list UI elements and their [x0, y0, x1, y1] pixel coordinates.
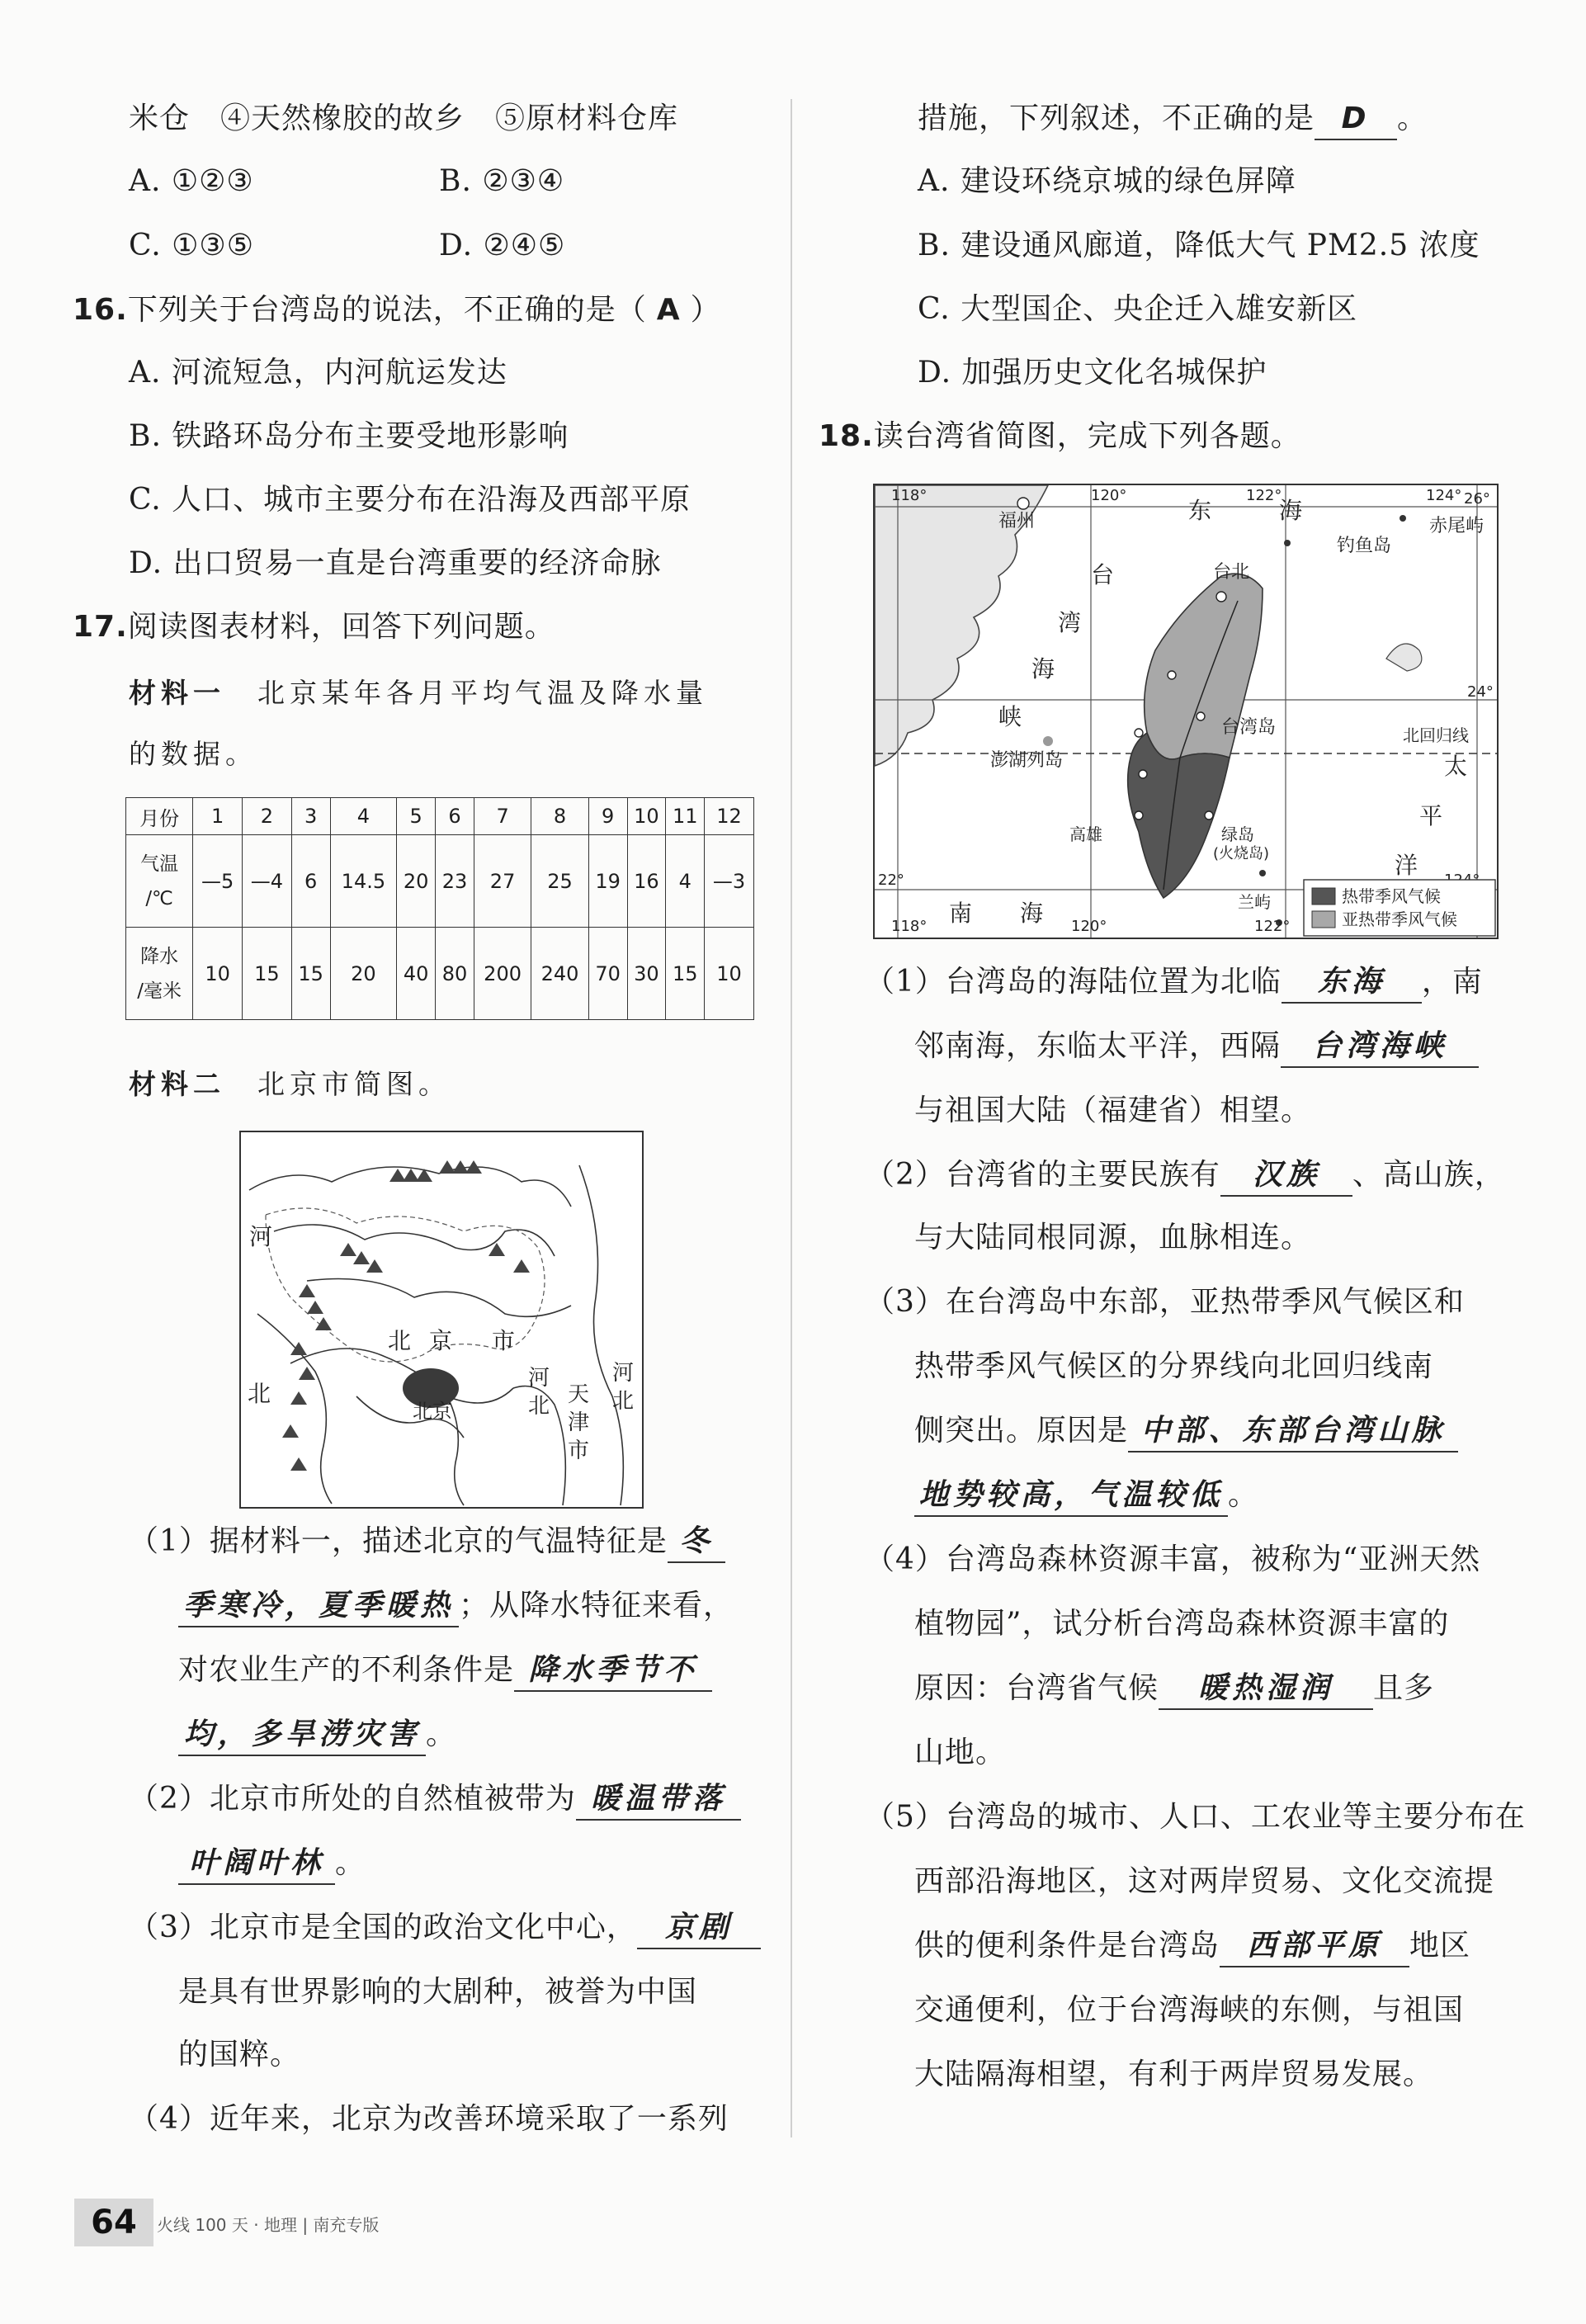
q17-part3-line2: 是具有世界影响的大剧种，被誉为中国 [178, 1975, 698, 2009]
svg-text:河: 河 [612, 1361, 635, 1386]
svg-text:台湾岛: 台湾岛 [1221, 717, 1277, 738]
svg-text:24°: 24° [1467, 683, 1494, 701]
q18-part5-line3: 供的便利条件是台湾岛 西部平原 地区 [914, 1926, 1470, 1967]
svg-text:太: 太 [1444, 753, 1468, 780]
svg-text:118°: 118° [891, 487, 928, 504]
table-row-precipitation: 降水 /毫米 10 15 15 20 40 80 200 240 70 30 15 10 [126, 928, 754, 1020]
q17-part3-line1: （3）北京市是全国的政治文化中心， 京剧 [129, 1908, 761, 1949]
q17-stem: 17.阅读图表材料，回答下列问题。 [73, 610, 555, 644]
mountain-symbols [282, 1160, 530, 1471]
map-legend [1304, 880, 1495, 936]
svg-text:河: 河 [528, 1366, 550, 1391]
svg-text:赤尾屿: 赤尾屿 [1429, 516, 1485, 536]
q18-part1-line3: 与祖国大陆（福建省）相望。 [914, 1094, 1312, 1127]
q16-stem: 16.下列关于台湾岛的说法，不正确的是（ A ） [73, 293, 721, 327]
q18-part4-line3: 原因：台湾省气候 暖热湿润 且多 [914, 1669, 1434, 1710]
beijing-map [239, 1131, 644, 1509]
q17-part4-option-a: A. 建设环绕京城的绿色屏障 [918, 164, 1296, 198]
taiwan-map [873, 484, 1499, 939]
svg-text:120°: 120° [1091, 487, 1127, 504]
svg-text:天: 天 [568, 1382, 590, 1407]
q18-part4-line1: （4）台湾岛森林资源丰富，被称为“亚洲天然 [865, 1542, 1481, 1576]
svg-text:绿岛: 绿岛 [1221, 824, 1254, 844]
svg-text:台北: 台北 [1213, 562, 1250, 583]
material-two: 材料二 北京市简图。 [129, 1068, 451, 1100]
svg-text:北: 北 [612, 1389, 635, 1414]
q18-part3-line1: （3）在台湾岛中东部，亚热带季风气候区和 [865, 1285, 1465, 1319]
svg-text:兰屿: 兰屿 [1238, 892, 1271, 912]
q18-part3-line2: 热带季风气候区的分界线向北回归线南 [914, 1349, 1434, 1383]
q17-part4-option-b: B. 建设通风廊道，降低大气 PM2.5 浓度 [918, 229, 1480, 262]
svg-text:海: 海 [1279, 497, 1303, 524]
svg-text:峡: 峡 [998, 703, 1022, 730]
climate-table [125, 797, 754, 1020]
q18-part1-line2: 邻南海，东临太平洋，西隔 台湾海峡 [914, 1027, 1479, 1068]
q16-answer: A [656, 293, 681, 327]
svg-text:118°: 118° [891, 918, 928, 935]
svg-text:北: 北 [528, 1394, 550, 1419]
answer-blank: 东海 [1282, 962, 1422, 1004]
table-header: 月份 [126, 798, 193, 835]
q18-part3-line3: 侧突出。原因是 中部、东部台湾山脉 [914, 1411, 1458, 1452]
svg-text:市: 市 [492, 1327, 516, 1354]
svg-text:(火烧岛): (火烧岛) [1213, 845, 1270, 862]
q17-part2-line1: （2）北京市所处的自然植被带为 暖温带落 [129, 1779, 741, 1821]
answer-blank: 中部、东部台湾山脉 [1128, 1411, 1458, 1452]
q15-option-c: C. ①③⑤ [129, 229, 254, 262]
answer-blank: 暖热湿润 [1159, 1669, 1373, 1710]
answer-blank: 汉族 [1220, 1155, 1352, 1197]
q18-part1-line1: （1）台湾岛的海陆位置为北临 东海 ，南 [865, 962, 1483, 1004]
svg-text:122°: 122° [1254, 918, 1291, 935]
q17-part1-line4: 均，多旱涝灾害 。 [178, 1715, 456, 1756]
q18-part5-line4: 交通便利，位于台湾海峡的东侧，与祖国 [914, 1993, 1465, 2027]
column-divider [791, 99, 792, 2137]
table-row-months: 月份 1 2 3 4 5 6 7 8 9 10 11 12 [126, 798, 754, 835]
q17-part2-line2: 叶阔叶林 。 [178, 1844, 366, 1885]
svg-text:22°: 22° [878, 872, 904, 889]
answer-blank: 西部平原 [1220, 1926, 1409, 1967]
answer-blank: 叶阔叶林 [178, 1844, 335, 1885]
svg-text:高雄: 高雄 [1069, 824, 1102, 844]
table-header: 降水 /毫米 [126, 928, 193, 1020]
svg-text:东: 东 [1188, 497, 1212, 524]
q17-part4-option-d: D. 加强历史文化名城保护 [918, 356, 1267, 390]
answer-blank: 冬 [668, 1522, 725, 1563]
svg-text:津: 津 [568, 1410, 590, 1435]
q16-option-d: D. 出口贸易一直是台湾重要的经济命脉 [129, 546, 662, 580]
svg-text:26°: 26° [1464, 490, 1490, 508]
q18-part5-line2: 西部沿海地区，这对两岸贸易、文化交流提 [914, 1864, 1495, 1898]
q18-part5-line5: 大陆隔海相望，有利于两岸贸易发展。 [914, 2057, 1434, 2091]
table-row-temperature: 气温 /℃ —5 —4 6 14.5 20 23 27 25 19 16 4 —3 [126, 835, 754, 928]
svg-text:海: 海 [1020, 900, 1044, 927]
svg-text:市: 市 [568, 1438, 590, 1463]
svg-text:台: 台 [1091, 561, 1115, 588]
q17-part1-line3: 对农业生产的不利条件是 降水季节不 [178, 1651, 712, 1692]
q17-part4-line2: 措施，下列叙述，不正确的是 D 。 [918, 99, 1428, 140]
q15-option-line: 米仓 ④天然橡胶的故乡 ⑤原材料仓库 [129, 102, 679, 135]
svg-text:河: 河 [249, 1223, 273, 1250]
answer-blank: 暖温带落 [576, 1779, 741, 1821]
svg-text:北京: 北京 [413, 1400, 452, 1423]
q18-part4-line2: 植物园”，试分析台湾岛森林资源丰富的 [914, 1607, 1450, 1641]
page-number: 64 [74, 2199, 153, 2246]
q17-part1-line1: （1）据材料一，描述北京的气温特征是 冬 [129, 1522, 725, 1563]
q18-part3-line4: 地势较高，气温较低 。 [914, 1476, 1258, 1517]
q18-part2-line1: （2）台湾省的主要民族有 汉族 、高山族， [865, 1155, 1505, 1197]
answer-blank: 降水季节不 [514, 1651, 712, 1692]
svg-text:北回归线: 北回归线 [1403, 725, 1469, 745]
svg-text:澎湖列岛: 澎湖列岛 [990, 750, 1064, 771]
answer-blank: 季寒冷，夏季暖热 [178, 1586, 459, 1627]
table-header: 气温 /℃ [126, 835, 193, 928]
q17-part3-line3: 的国粹。 [178, 2038, 301, 2071]
svg-text:京: 京 [429, 1327, 453, 1354]
svg-text:120°: 120° [1071, 918, 1107, 935]
svg-text:洋: 洋 [1395, 852, 1418, 879]
q18-stem: 18.读台湾省简图，完成下列各题。 [819, 419, 1301, 453]
material-one: 材料一 北京某年各月平均气温及降水量 [129, 677, 708, 709]
q16-option-c: C. 人口、城市主要分布在沿海及西部平原 [129, 483, 692, 517]
svg-text:南: 南 [949, 900, 973, 927]
svg-text:亚热带季风气候: 亚热带季风气候 [1342, 909, 1457, 929]
q17-part1-line2: 季寒冷，夏季暖热 ；从降水特征来看， [178, 1586, 734, 1627]
q15-option-b: B. ②③④ [439, 164, 565, 198]
svg-text:北: 北 [248, 1380, 271, 1407]
q18-part2-line2: 与大陆同根同源，血脉相连。 [914, 1221, 1312, 1254]
svg-text:热带季风气候: 热带季风气候 [1342, 886, 1441, 906]
svg-text:海: 海 [1031, 655, 1055, 683]
svg-text:平: 平 [1419, 802, 1443, 829]
q18-part5-line1: （5）台湾岛的城市、人口、工农业等主要分布在 [865, 1800, 1526, 1834]
q16-option-a: A. 河流短急，内河航运发达 [129, 356, 507, 390]
svg-text:湾: 湾 [1058, 609, 1082, 636]
q15-option-d: D. ②④⑤ [439, 229, 566, 262]
svg-text:北: 北 [388, 1327, 412, 1354]
book-title: 火线 100 天 · 地理 | 南充专版 [157, 2215, 380, 2235]
svg-text:122°: 122° [1246, 487, 1282, 504]
svg-text:钓鱼岛: 钓鱼岛 [1337, 536, 1392, 556]
q17-part4-line1: （4）近年来，北京为改善环境采取了一系列 [129, 2102, 729, 2136]
q16-option-b: B. 铁路环岛分布主要受地形影响 [129, 419, 569, 453]
answer-blank: 均，多旱涝灾害 [178, 1715, 426, 1756]
svg-text:福州: 福州 [998, 511, 1036, 531]
q18-part4-line4: 山地。 [914, 1736, 1007, 1769]
q15-option-a: A. ①②③ [129, 164, 254, 198]
svg-text:124°: 124° [1426, 487, 1462, 504]
material-one-cont: 的数据。 [129, 738, 257, 770]
q17-part4-option-c: C. 大型国企、央企迁入雄安新区 [918, 292, 1358, 326]
answer-blank: D [1315, 99, 1397, 140]
answer-blank: 台湾海峡 [1281, 1027, 1479, 1068]
answer-blank: 京剧 [637, 1908, 761, 1949]
answer-blank: 地势较高，气温较低 [914, 1476, 1228, 1517]
